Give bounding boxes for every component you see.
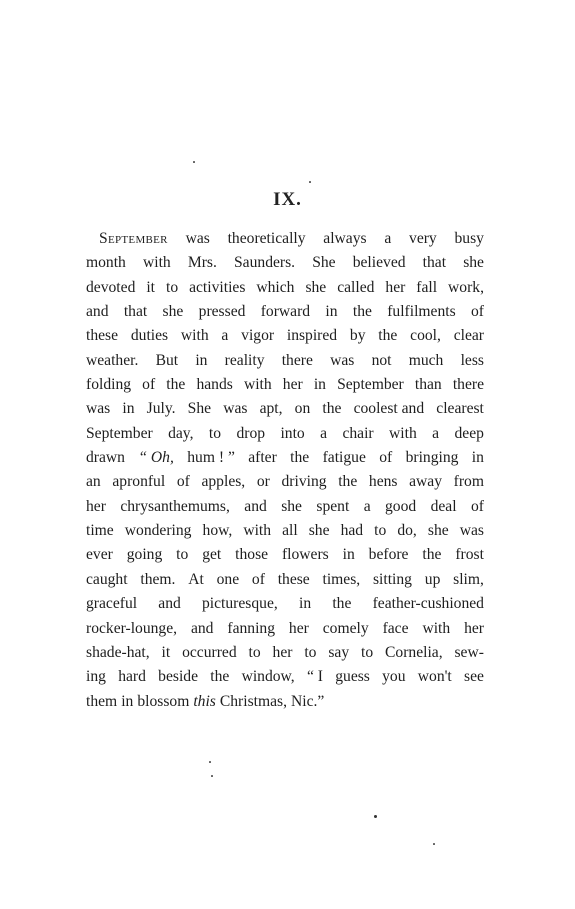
- paper-speck: [309, 181, 311, 183]
- word: in: [298, 595, 312, 613]
- word: “ I: [306, 668, 323, 686]
- word: her: [464, 619, 484, 637]
- text-line: [86, 397, 484, 421]
- word: her: [272, 643, 293, 661]
- word: all: [282, 522, 298, 540]
- text-line: [86, 690, 484, 714]
- word: hum ! ”: [187, 449, 235, 467]
- word: sew-: [454, 643, 484, 661]
- word: ing: [86, 668, 106, 686]
- word: to: [165, 278, 179, 296]
- word: those: [235, 546, 269, 564]
- word: She: [187, 400, 212, 418]
- text-line: [86, 300, 484, 324]
- word: which: [256, 278, 295, 296]
- word: the: [352, 303, 372, 321]
- word: fall: [416, 278, 438, 296]
- word: apples,: [201, 473, 246, 491]
- word: spent: [316, 497, 350, 515]
- word: fatigue: [322, 449, 366, 467]
- word: of: [251, 570, 265, 588]
- word: of: [142, 376, 156, 394]
- word: shade-hat,: [86, 643, 150, 661]
- word: to: [208, 424, 222, 442]
- word: bringing: [405, 449, 459, 467]
- word: window,: [241, 668, 295, 686]
- word: believed: [352, 254, 406, 272]
- word: of: [379, 449, 393, 467]
- paper-speck: [193, 161, 195, 163]
- word: the: [332, 595, 352, 613]
- word: there: [281, 351, 313, 369]
- word: the: [338, 473, 358, 491]
- word: a: [384, 230, 392, 247]
- word: her: [282, 376, 303, 394]
- word: these: [277, 570, 310, 588]
- word: blossom: [137, 692, 190, 710]
- paper-speck: [209, 761, 211, 763]
- word: a: [432, 424, 440, 442]
- word: you: [382, 668, 406, 686]
- word: to: [248, 643, 261, 661]
- word: caught: [86, 570, 128, 588]
- word: vigor: [241, 327, 275, 345]
- word: with: [389, 424, 417, 442]
- word: devoted: [86, 278, 136, 296]
- word: and: [244, 497, 267, 515]
- word: At: [188, 570, 204, 588]
- word: to: [304, 643, 317, 661]
- word: fanning: [227, 619, 276, 637]
- word: “ Oh,: [138, 449, 174, 467]
- word: slim,: [453, 570, 484, 588]
- word: to: [361, 643, 374, 661]
- word: Saunders.: [234, 254, 296, 272]
- word: and: [190, 619, 214, 637]
- word: she: [162, 303, 184, 321]
- word: face: [382, 619, 409, 637]
- word: get: [202, 546, 222, 564]
- word: away: [409, 473, 443, 491]
- word: coolest and: [353, 400, 425, 418]
- word: a: [221, 327, 229, 345]
- word: picturesque,: [202, 595, 278, 613]
- word: was: [330, 351, 355, 369]
- word: them: [86, 692, 118, 710]
- word: deep: [454, 424, 484, 442]
- word: do,: [397, 522, 417, 540]
- word: theoretically: [227, 230, 306, 247]
- word: forward: [260, 303, 311, 321]
- word: them.: [140, 570, 176, 588]
- word: these: [86, 327, 119, 345]
- word: the: [166, 376, 186, 394]
- word: her: [385, 278, 406, 296]
- word: and: [158, 595, 181, 613]
- word: reality: [224, 351, 265, 369]
- word: always: [323, 230, 367, 247]
- word: hard: [118, 668, 146, 686]
- word: from: [453, 473, 484, 491]
- word: she: [463, 254, 484, 272]
- word: was: [223, 400, 248, 418]
- word: the: [422, 546, 442, 564]
- word: it: [146, 278, 156, 296]
- word: driving: [281, 473, 327, 491]
- word: sitting: [372, 570, 412, 588]
- word: than: [414, 376, 442, 394]
- word: chair: [342, 424, 374, 442]
- word: with: [142, 254, 171, 272]
- word: with: [243, 376, 272, 394]
- text-line: [86, 446, 484, 470]
- word: hens: [368, 473, 398, 491]
- word: say: [328, 643, 350, 661]
- word: was: [459, 522, 484, 540]
- word: flowers: [281, 546, 329, 564]
- text-line: [86, 373, 484, 397]
- word: the: [322, 400, 342, 418]
- word: fulfilments: [387, 303, 456, 321]
- word: there: [452, 376, 484, 394]
- word: won't: [417, 668, 452, 686]
- word: was: [86, 400, 111, 418]
- word: September: [86, 424, 153, 442]
- word: the: [378, 327, 398, 345]
- text-line: [86, 349, 484, 373]
- word: going: [126, 546, 163, 564]
- chapter-number: IX.: [273, 189, 302, 210]
- word: Cornelia,: [385, 643, 443, 661]
- text-line: [86, 592, 484, 616]
- word: clear: [453, 327, 484, 345]
- word: with: [422, 619, 451, 637]
- word: the: [210, 668, 230, 686]
- word: a: [363, 497, 371, 515]
- word: in: [195, 351, 208, 369]
- word: very: [409, 230, 437, 247]
- word: But: [155, 351, 179, 369]
- word: much: [408, 351, 444, 369]
- word: was: [185, 230, 210, 247]
- word: her: [288, 619, 309, 637]
- word: by: [349, 327, 366, 345]
- word: of: [176, 473, 190, 491]
- word: or: [256, 473, 270, 491]
- word: in: [313, 376, 326, 394]
- word: feather-cushioned: [372, 595, 484, 613]
- word: less: [460, 351, 484, 369]
- word: times,: [322, 570, 361, 588]
- word: hands: [196, 376, 233, 394]
- word: of: [470, 303, 484, 321]
- word: into: [280, 424, 305, 442]
- word: clearest: [436, 400, 484, 418]
- word: drop: [236, 424, 266, 442]
- word: drawn: [86, 449, 125, 467]
- word: this: [193, 692, 216, 710]
- word: deal: [430, 497, 457, 515]
- paper-speck: [374, 815, 377, 818]
- word: September: [99, 230, 168, 247]
- word: to: [176, 546, 189, 564]
- word: Mrs.: [187, 254, 217, 272]
- word: that: [123, 303, 148, 321]
- word: in: [325, 303, 338, 321]
- text-line: [86, 617, 484, 641]
- word: apronful: [112, 473, 166, 491]
- chapter-paragraph: [86, 227, 484, 714]
- text-line: [86, 495, 484, 519]
- paper-speck: [433, 843, 435, 845]
- word: September: [337, 376, 404, 394]
- word: duties: [130, 327, 169, 345]
- word: had: [340, 522, 364, 540]
- word: beside: [158, 668, 198, 686]
- word: apt,: [259, 400, 283, 418]
- word: in: [471, 449, 484, 467]
- word: day,: [168, 424, 194, 442]
- text-line: [86, 276, 484, 300]
- text-line: [86, 324, 484, 348]
- word: cool,: [410, 327, 441, 345]
- word: she: [281, 497, 302, 515]
- text-line: [86, 422, 484, 446]
- word: July.: [146, 400, 176, 418]
- word: it: [161, 643, 171, 661]
- word: up: [424, 570, 441, 588]
- text-line: [86, 568, 484, 592]
- word: busy: [454, 230, 484, 247]
- word: called: [337, 278, 375, 296]
- word: folding: [86, 376, 132, 394]
- word: frost: [455, 546, 484, 564]
- text-line: [86, 227, 484, 251]
- word: inspired: [286, 327, 338, 345]
- word: to: [374, 522, 387, 540]
- word: activities: [189, 278, 246, 296]
- word: Nic.”: [291, 692, 325, 710]
- word: not: [371, 351, 392, 369]
- word: the: [290, 449, 310, 467]
- word: time: [86, 522, 114, 540]
- word: comely: [322, 619, 369, 637]
- word: she: [308, 522, 330, 540]
- paper-speck: [211, 775, 213, 777]
- word: on: [294, 400, 311, 418]
- word: how,: [202, 522, 233, 540]
- word: she: [305, 278, 327, 296]
- word: guess: [335, 668, 370, 686]
- word: rocker-lounge,: [86, 619, 178, 637]
- word: ever: [86, 546, 113, 564]
- word: an: [86, 473, 101, 491]
- word: in: [342, 546, 355, 564]
- word: her: [86, 497, 106, 515]
- text-line: [86, 251, 484, 275]
- text-line: [86, 470, 484, 494]
- word: Christmas,: [219, 692, 288, 710]
- word: in: [121, 692, 134, 710]
- word: work,: [448, 278, 484, 296]
- word: month: [86, 254, 126, 272]
- text-line: [86, 543, 484, 567]
- word: she: [427, 522, 449, 540]
- word: with: [180, 327, 209, 345]
- word: in: [122, 400, 135, 418]
- word: one: [216, 570, 240, 588]
- word: after: [248, 449, 277, 467]
- word: wondering: [124, 522, 192, 540]
- word: She: [312, 254, 336, 272]
- text-line: [86, 641, 484, 665]
- word: with: [243, 522, 272, 540]
- word: see: [464, 668, 484, 686]
- word: before: [368, 546, 409, 564]
- word: of: [470, 497, 484, 515]
- word: graceful: [86, 595, 138, 613]
- word: that: [422, 254, 447, 272]
- word: chrysanthemums,: [120, 497, 230, 515]
- word: a: [320, 424, 328, 442]
- word: occurred: [182, 643, 237, 661]
- word: good: [385, 497, 417, 515]
- word: pressed: [198, 303, 246, 321]
- text-line: [86, 519, 484, 543]
- word: weather.: [86, 351, 139, 369]
- word: and: [86, 303, 109, 321]
- text-line: [86, 665, 484, 689]
